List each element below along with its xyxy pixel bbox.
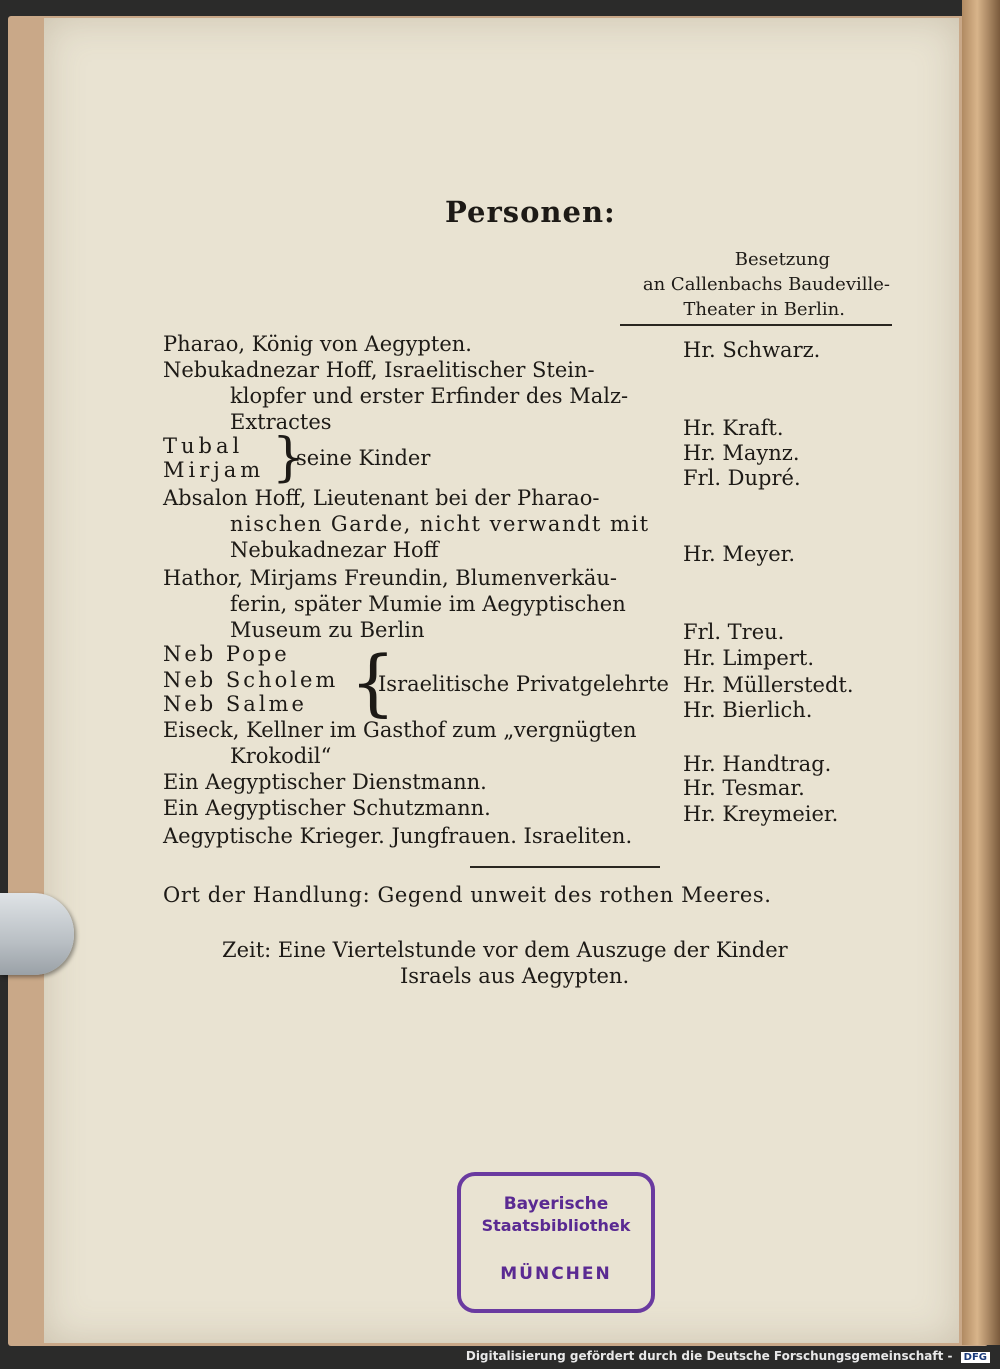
- stamp-line-3: MÜNCHEN: [500, 1264, 612, 1284]
- actor-neb-salme: Hr. Bierlich.: [683, 698, 813, 722]
- page-title: Personen:: [445, 195, 616, 229]
- brace-children: }: [272, 428, 306, 488]
- role-neb-pope: Neb Pope: [163, 642, 290, 666]
- role-dienstmann: Ein Aegyptischer Dienstmann.: [163, 770, 487, 794]
- actor-nebukadnezar: Hr. Kraft.: [683, 416, 784, 440]
- role-absalon-3: Nebukadnezar Hoff: [230, 538, 439, 562]
- actor-neb-scholem: Hr. Müllerstedt.: [683, 673, 854, 697]
- actor-tubal: Hr. Maynz.: [683, 441, 800, 465]
- role-mirjam: Mirjam: [163, 458, 265, 482]
- role-hathor-3: Museum zu Berlin: [230, 618, 425, 642]
- show-through-text: [144, 168, 166, 243]
- role-eiseck-2: Krokodil“: [230, 744, 332, 768]
- group-children: seine Kinder: [296, 446, 431, 470]
- role-pharao: Pharao, König von Aegypten.: [163, 332, 472, 356]
- role-neb-salme: Neb Salme: [163, 692, 307, 716]
- role-neb-scholem: Neb Scholem: [163, 668, 339, 692]
- role-absalon-1: Absalon Hoff, Lieutenant bei der Pharao-: [163, 486, 600, 510]
- role-tubal: Tubal: [163, 434, 244, 458]
- role-nebukadnezar-1: Nebukadnezar Hoff, Israelitischer Stein-: [163, 358, 595, 382]
- role-extras: Aegyptische Krieger. Jungfrauen. Israeliten.: [163, 824, 633, 848]
- actor-absalon: Hr. Meyer.: [683, 542, 796, 566]
- footer-credit: [466, 1349, 990, 1363]
- group-scholars: Israelitische Privatgelehrte: [378, 672, 669, 696]
- footer-text: Digitalisierung gefördert durch die Deutsche Forschungsgemeinschaft -: [465, 1349, 953, 1363]
- actor-mirjam: Frl. Dupré.: [683, 466, 801, 490]
- time-line-1: Zeit: Eine Viertelstunde vor dem Auszuge der Kinder: [222, 938, 788, 962]
- role-hathor-1: Hathor, Mirjams Freundin, Blumenverkäu-: [163, 566, 618, 590]
- place-line: Ort der Handlung: Gegend unweit des rothen Meeres.: [163, 883, 772, 907]
- role-nebukadnezar-2: klopfer und erster Erfinder des Malz-: [230, 384, 629, 408]
- role-absalon-2: nischen Garde, nicht verwandt mit: [230, 512, 650, 536]
- cast-header-2: an Callenbachs Baudeville-: [642, 274, 890, 295]
- actor-pharao: Hr. Schwarz.: [683, 338, 821, 362]
- actor-eiseck: Hr. Handtrag.: [683, 752, 832, 776]
- stamp-line-1: Bayerische: [503, 1194, 609, 1214]
- role-eiseck-1: Eiseck, Kellner im Gasthof zum „vergnügten: [163, 718, 637, 742]
- actor-neb-pope: Hr. Limpert.: [683, 646, 814, 670]
- stamp-line-2: Staatsbibliothek: [481, 1216, 631, 1235]
- cast-header-1: Besetzung: [734, 249, 830, 270]
- actor-schutzmann: Hr. Kreymeier.: [683, 802, 839, 826]
- section-rule: [470, 866, 660, 868]
- actor-hathor: Frl. Treu.: [683, 620, 785, 644]
- actor-dienstmann: Hr. Tesmar.: [683, 776, 805, 800]
- cast-header-3: Theater in Berlin.: [683, 299, 845, 320]
- brace-scholars: {: [350, 640, 396, 724]
- time-line-2: Israels aus Aegypten.: [400, 964, 630, 988]
- library-stamp: [457, 1172, 655, 1313]
- role-schutzmann: Ein Aegyptischer Schutzmann.: [163, 796, 491, 820]
- role-hathor-2: ferin, später Mumie im Aegyptischen: [230, 592, 626, 616]
- role-nebukadnezar-3: Extractes: [230, 410, 332, 434]
- header-rule: [620, 324, 892, 326]
- dfg-logo: DFG: [961, 1352, 990, 1363]
- book-edge: [962, 0, 1000, 1345]
